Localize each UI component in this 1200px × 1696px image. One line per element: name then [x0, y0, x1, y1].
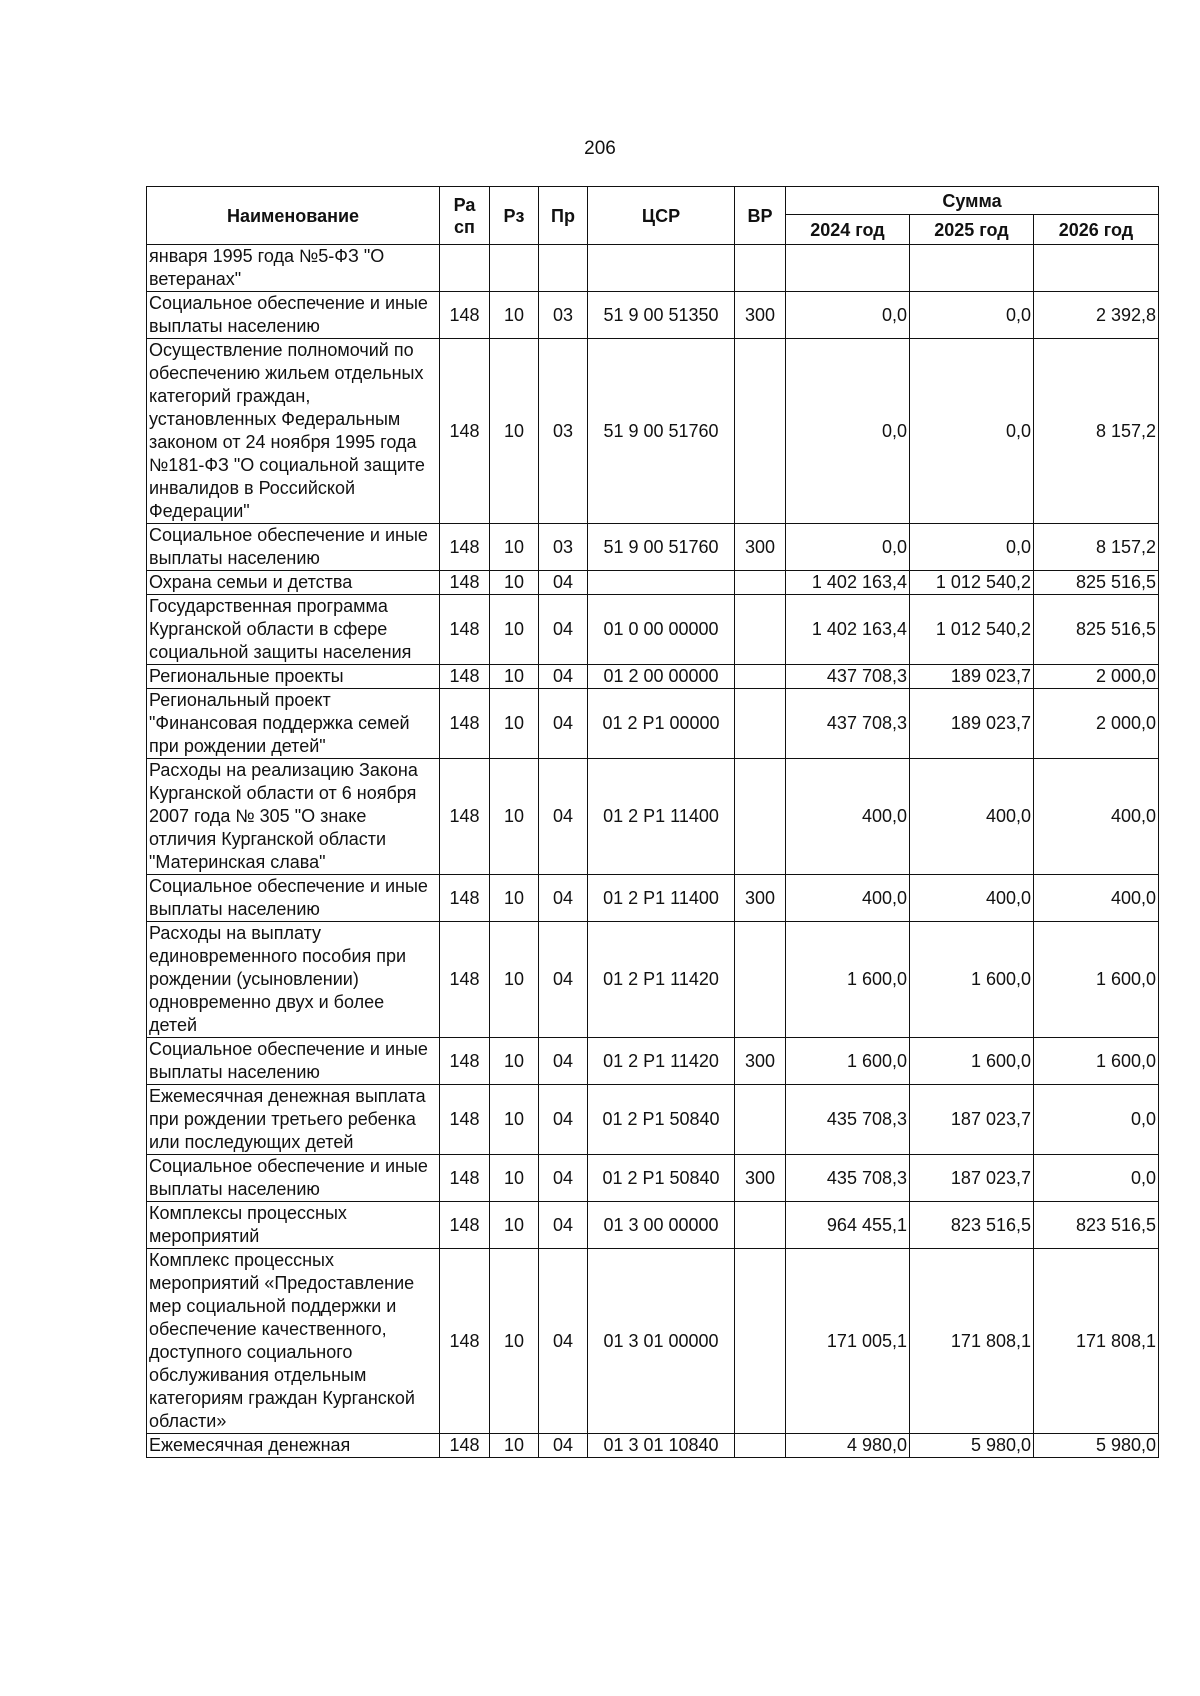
cell-pr: 03 — [539, 524, 588, 571]
cell-sum-2025 — [910, 245, 1034, 292]
cell-csr — [588, 571, 735, 595]
cell-rz: 10 — [490, 689, 539, 759]
cell-rasp: 148 — [440, 1434, 490, 1458]
table-row — [147, 1038, 1159, 1085]
cell-csr: 01 2 P1 00000 — [588, 689, 735, 759]
cell-name: Социальное обеспечение и иные выплаты населению — [147, 1038, 440, 1085]
cell-pr: 04 — [539, 689, 588, 759]
cell-vr — [735, 922, 786, 1038]
cell-sum-2026: 8 157,2 — [1034, 339, 1159, 524]
cell-csr: 01 0 00 00000 — [588, 595, 735, 665]
cell-csr: 01 3 01 10840 — [588, 1434, 735, 1458]
cell-rz: 10 — [490, 922, 539, 1038]
cell-rasp: 148 — [440, 292, 490, 339]
cell-csr: 01 2 P1 11420 — [588, 1038, 735, 1085]
cell-name: Социальное обеспечение и иные выплаты населению — [147, 292, 440, 339]
cell-sum-2025: 1 600,0 — [910, 1038, 1034, 1085]
cell-csr: 01 2 P1 11400 — [588, 875, 735, 922]
cell-sum-2025: 400,0 — [910, 875, 1034, 922]
table-row — [147, 1249, 1159, 1434]
cell-csr: 01 2 P1 50840 — [588, 1155, 735, 1202]
table-row — [147, 689, 1159, 759]
cell-sum-2024: 437 708,3 — [786, 689, 910, 759]
table-row — [147, 1202, 1159, 1249]
cell-pr: 04 — [539, 571, 588, 595]
cell-rasp: 148 — [440, 1038, 490, 1085]
cell-vr — [735, 759, 786, 875]
cell-sum-2026: 2 000,0 — [1034, 665, 1159, 689]
table-row — [147, 875, 1159, 922]
cell-sum-2026: 823 516,5 — [1034, 1202, 1159, 1249]
cell-csr: 51 9 00 51760 — [588, 524, 735, 571]
cell-rasp: 148 — [440, 922, 490, 1038]
cell-name: Ежемесячная денежная выплата при рождении третьего ребенка или последующих детей — [147, 1085, 440, 1155]
cell-rz: 10 — [490, 595, 539, 665]
cell-name: Социальное обеспечение и иные выплаты населению — [147, 875, 440, 922]
table-row — [147, 292, 1159, 339]
cell-rz: 10 — [490, 1249, 539, 1434]
header-2024: 2024 год — [786, 215, 910, 245]
cell-csr: 01 2 P1 11400 — [588, 759, 735, 875]
cell-csr: 01 3 00 00000 — [588, 1202, 735, 1249]
cell-rz: 10 — [490, 875, 539, 922]
table-header — [147, 187, 1159, 245]
cell-vr: 300 — [735, 1038, 786, 1085]
cell-pr: 04 — [539, 1202, 588, 1249]
cell-rz: 10 — [490, 1038, 539, 1085]
cell-sum-2024: 4 980,0 — [786, 1434, 910, 1458]
cell-csr: 01 2 P1 11420 — [588, 922, 735, 1038]
cell-name: Государственная программа Курганской области в сфере социальной защиты населения — [147, 595, 440, 665]
table-row — [147, 1085, 1159, 1155]
table-row — [147, 595, 1159, 665]
table-row — [147, 1434, 1159, 1458]
header-2026: 2026 год — [1034, 215, 1159, 245]
table-body — [147, 245, 1159, 1458]
cell-rasp — [440, 245, 490, 292]
cell-rasp: 148 — [440, 524, 490, 571]
cell-sum-2024: 1 402 163,4 — [786, 595, 910, 665]
cell-pr: 04 — [539, 1038, 588, 1085]
cell-vr — [735, 245, 786, 292]
cell-sum-2025: 1 012 540,2 — [910, 571, 1034, 595]
cell-rasp: 148 — [440, 1085, 490, 1155]
cell-rz — [490, 245, 539, 292]
table-row — [147, 524, 1159, 571]
cell-sum-2026: 400,0 — [1034, 875, 1159, 922]
table-row — [147, 571, 1159, 595]
cell-sum-2026: 0,0 — [1034, 1155, 1159, 1202]
table-row — [147, 339, 1159, 524]
cell-csr: 01 2 P1 50840 — [588, 1085, 735, 1155]
cell-pr: 04 — [539, 1249, 588, 1434]
cell-name: января 1995 года №5-ФЗ "О ветеранах" — [147, 245, 440, 292]
cell-sum-2026: 5 980,0 — [1034, 1434, 1159, 1458]
cell-rasp: 148 — [440, 875, 490, 922]
cell-sum-2025: 5 980,0 — [910, 1434, 1034, 1458]
header-2025: 2025 год — [910, 215, 1034, 245]
cell-rasp: 148 — [440, 1249, 490, 1434]
cell-sum-2024: 400,0 — [786, 759, 910, 875]
cell-sum-2025: 1 600,0 — [910, 922, 1034, 1038]
cell-sum-2024: 0,0 — [786, 292, 910, 339]
cell-rz: 10 — [490, 1085, 539, 1155]
cell-sum-2026 — [1034, 245, 1159, 292]
cell-vr — [735, 665, 786, 689]
cell-vr: 300 — [735, 524, 786, 571]
cell-rz: 10 — [490, 1202, 539, 1249]
cell-rasp: 148 — [440, 1155, 490, 1202]
cell-vr — [735, 595, 786, 665]
cell-name: Охрана семьи и детства — [147, 571, 440, 595]
cell-rz: 10 — [490, 1434, 539, 1458]
cell-pr: 04 — [539, 922, 588, 1038]
cell-name: Региональный проект "Финансовая поддержка семей при рождении детей" — [147, 689, 440, 759]
cell-rz: 10 — [490, 759, 539, 875]
cell-rz: 10 — [490, 339, 539, 524]
cell-name: Расходы на реализацию Закона Курганской области от 6 ноября 2007 года № 305 "О знаке отличия Курганской области "Материнская слава" — [147, 759, 440, 875]
cell-name: Социальное обеспечение и иные выплаты населению — [147, 524, 440, 571]
cell-pr: 04 — [539, 1085, 588, 1155]
cell-vr — [735, 1085, 786, 1155]
cell-sum-2025: 171 808,1 — [910, 1249, 1034, 1434]
cell-sum-2024: 0,0 — [786, 339, 910, 524]
cell-sum-2024: 435 708,3 — [786, 1155, 910, 1202]
cell-csr: 51 9 00 51350 — [588, 292, 735, 339]
cell-vr: 300 — [735, 292, 786, 339]
header-sum: Сумма — [786, 187, 1159, 215]
cell-sum-2026: 825 516,5 — [1034, 571, 1159, 595]
cell-pr: 04 — [539, 665, 588, 689]
cell-csr: 01 3 01 00000 — [588, 1249, 735, 1434]
cell-sum-2025: 400,0 — [910, 759, 1034, 875]
cell-vr — [735, 339, 786, 524]
cell-sum-2026: 0,0 — [1034, 1085, 1159, 1155]
header-rasp: Ра сп — [440, 187, 490, 245]
table-row — [147, 245, 1159, 292]
cell-sum-2024 — [786, 245, 910, 292]
budget-table — [146, 186, 1159, 1458]
cell-sum-2025: 0,0 — [910, 339, 1034, 524]
cell-rasp: 148 — [440, 665, 490, 689]
cell-csr: 01 2 00 00000 — [588, 665, 735, 689]
cell-rasp: 148 — [440, 759, 490, 875]
cell-vr: 300 — [735, 1155, 786, 1202]
cell-sum-2024: 435 708,3 — [786, 1085, 910, 1155]
cell-sum-2025: 189 023,7 — [910, 665, 1034, 689]
cell-rz: 10 — [490, 292, 539, 339]
cell-sum-2026: 400,0 — [1034, 759, 1159, 875]
header-name: Наименование — [147, 187, 440, 245]
cell-sum-2025: 0,0 — [910, 292, 1034, 339]
cell-name: Комплекс процессных мероприятий «Предоставление мер социальной поддержки и обеспечение качественного, доступного социального обслуживания отдельным категориям граждан Курганской области» — [147, 1249, 440, 1434]
cell-sum-2025: 823 516,5 — [910, 1202, 1034, 1249]
cell-sum-2026: 2 392,8 — [1034, 292, 1159, 339]
cell-sum-2026: 1 600,0 — [1034, 922, 1159, 1038]
cell-sum-2024: 0,0 — [786, 524, 910, 571]
cell-rasp: 148 — [440, 595, 490, 665]
table-row — [147, 922, 1159, 1038]
cell-sum-2025: 0,0 — [910, 524, 1034, 571]
cell-rasp: 148 — [440, 571, 490, 595]
cell-vr — [735, 1249, 786, 1434]
cell-sum-2026: 2 000,0 — [1034, 689, 1159, 759]
cell-pr: 03 — [539, 339, 588, 524]
header-vr: ВР — [735, 187, 786, 245]
cell-pr: 04 — [539, 1155, 588, 1202]
cell-vr — [735, 1202, 786, 1249]
cell-name: Социальное обеспечение и иные выплаты населению — [147, 1155, 440, 1202]
cell-pr: 04 — [539, 595, 588, 665]
cell-csr — [588, 245, 735, 292]
header-pr: Пр — [539, 187, 588, 245]
header-rz: Рз — [490, 187, 539, 245]
cell-vr — [735, 1434, 786, 1458]
table-row — [147, 759, 1159, 875]
header-csr: ЦСР — [588, 187, 735, 245]
cell-name: Ежемесячная денежная — [147, 1434, 440, 1458]
cell-sum-2026: 8 157,2 — [1034, 524, 1159, 571]
cell-vr: 300 — [735, 875, 786, 922]
cell-rasp: 148 — [440, 1202, 490, 1249]
cell-pr: 04 — [539, 875, 588, 922]
cell-sum-2024: 1 402 163,4 — [786, 571, 910, 595]
cell-rz: 10 — [490, 665, 539, 689]
cell-name: Осуществление полномочий по обеспечению жильем отдельных категорий граждан, установленных Федеральным законом от 24 ноября 1995 года №181-ФЗ "О социальной защите инвалидов в Российской Федерации" — [147, 339, 440, 524]
table-row — [147, 1155, 1159, 1202]
cell-vr — [735, 571, 786, 595]
cell-sum-2024: 1 600,0 — [786, 1038, 910, 1085]
cell-csr: 51 9 00 51760 — [588, 339, 735, 524]
cell-rz: 10 — [490, 1155, 539, 1202]
cell-pr: 03 — [539, 292, 588, 339]
cell-sum-2024: 400,0 — [786, 875, 910, 922]
cell-rasp: 148 — [440, 339, 490, 524]
cell-sum-2024: 1 600,0 — [786, 922, 910, 1038]
table-row — [147, 665, 1159, 689]
cell-sum-2025: 1 012 540,2 — [910, 595, 1034, 665]
cell-name: Региональные проекты — [147, 665, 440, 689]
cell-sum-2024: 437 708,3 — [786, 665, 910, 689]
cell-name: Комплексы процессных мероприятий — [147, 1202, 440, 1249]
page-number: 206 — [584, 138, 616, 159]
cell-sum-2025: 187 023,7 — [910, 1155, 1034, 1202]
cell-rasp: 148 — [440, 689, 490, 759]
cell-pr: 04 — [539, 759, 588, 875]
cell-sum-2025: 189 023,7 — [910, 689, 1034, 759]
cell-rz: 10 — [490, 524, 539, 571]
cell-sum-2026: 171 808,1 — [1034, 1249, 1159, 1434]
cell-sum-2026: 1 600,0 — [1034, 1038, 1159, 1085]
cell-sum-2025: 187 023,7 — [910, 1085, 1034, 1155]
cell-pr: 04 — [539, 1434, 588, 1458]
cell-sum-2024: 171 005,1 — [786, 1249, 910, 1434]
cell-pr — [539, 245, 588, 292]
cell-sum-2024: 964 455,1 — [786, 1202, 910, 1249]
cell-name: Расходы на выплату единовременного пособия при рождении (усыновлении) одновременно двух и более детей — [147, 922, 440, 1038]
cell-sum-2026: 825 516,5 — [1034, 595, 1159, 665]
cell-rz: 10 — [490, 571, 539, 595]
cell-vr — [735, 689, 786, 759]
